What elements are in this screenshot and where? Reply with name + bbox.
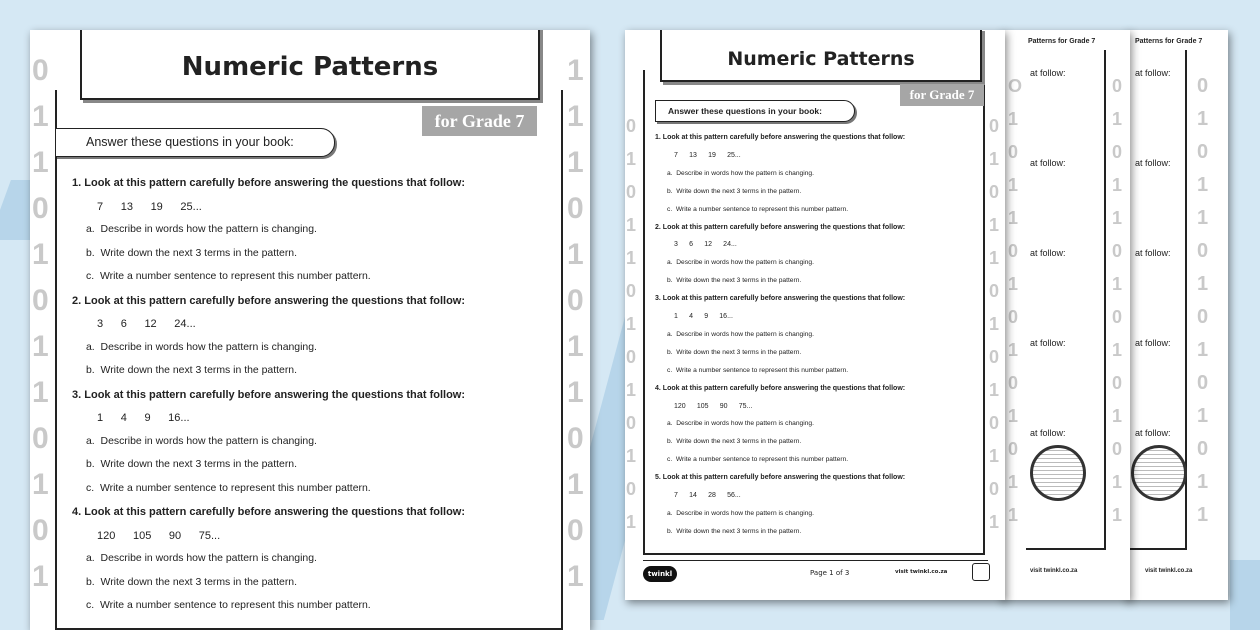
header-text: Patterns for Grade 7 — [1135, 38, 1203, 45]
sequence-term: 13 — [689, 151, 697, 159]
sub-text: Write down the next 3 terms in the pattern. — [676, 277, 802, 285]
sub-question-b — [86, 365, 297, 376]
number-sequence — [674, 492, 752, 499]
sub-letter: a. — [667, 169, 673, 177]
number-sequence — [97, 412, 207, 424]
sub-letter: a. — [86, 553, 95, 564]
sub-question-b — [86, 577, 297, 588]
sequence-term: 24... — [723, 241, 737, 249]
sub-text: Describe in words how the pattern is changing. — [676, 259, 814, 267]
sub-text: Describe in words how the pattern is changing. — [676, 509, 814, 517]
binary-border-right: 1 1 1 0 1 0 1 1 0 1 0 1 — [567, 54, 584, 593]
question-text: Look at this pattern carefully before answering the questions that follow: — [662, 134, 906, 141]
sequence-term: 4 — [120, 412, 127, 424]
question-prompt — [72, 506, 465, 518]
sequence-term: 16... — [719, 313, 733, 320]
sequence-term: 105 — [132, 529, 152, 542]
question-prompt — [655, 134, 905, 141]
question-fragment: at follow: — [1030, 158, 1066, 168]
sub-letter: b. — [86, 365, 95, 376]
question-prompt — [655, 224, 905, 231]
sub-question-b — [86, 459, 297, 470]
back-worksheet-page-3 — [1125, 30, 1228, 600]
background-shape — [1230, 560, 1260, 630]
sub-text: Describe in words how the pattern is changing. — [100, 341, 317, 353]
sub-question-b — [667, 277, 801, 284]
sub-question-a — [86, 342, 317, 353]
binary-border-right: 0 1 0 1 1 0 1 0 1 0 1 0 1 — [989, 116, 1000, 532]
sequence-term: 6 — [689, 241, 693, 249]
sequence-term: 9 — [704, 313, 709, 320]
sequence-term: 9 — [144, 412, 151, 424]
sequence-term: 1 — [674, 313, 678, 320]
content-frame — [55, 90, 563, 630]
question-text: Look at this pattern carefully before answering the questions that follow: — [662, 295, 906, 303]
sequence-term: 90 — [168, 529, 182, 542]
question-text: Look at this pattern carefully before answering the questions that follow: — [84, 294, 466, 307]
sub-letter: b. — [86, 247, 95, 259]
number-sequence — [97, 201, 219, 213]
sub-text: Write down the next 3 terms in the pattern. — [100, 459, 298, 470]
question-fragment: at follow: — [1135, 158, 1171, 168]
sequence-term: 12 — [144, 318, 157, 330]
binary-border: 0 1 0 1 1 0 1 0 1 0 1 0 1 1 — [1112, 76, 1123, 525]
sub-question-c — [667, 456, 848, 463]
sub-text: Write a number sentence to represent this number pattern. — [99, 482, 371, 494]
sub-letter: a. — [667, 420, 673, 428]
sequence-term: 3 — [97, 318, 104, 330]
sequence-term: 90 — [719, 402, 728, 410]
sub-letter: c. — [667, 366, 673, 374]
sub-question-a — [667, 420, 814, 427]
magnifier-image — [1030, 445, 1086, 501]
question-fragment: at follow: — [1135, 428, 1171, 438]
worksheet-page-large — [30, 30, 590, 630]
question-fragment: at follow: — [1135, 248, 1171, 258]
question-prompt — [655, 474, 905, 481]
question-fragment: at follow: — [1135, 338, 1171, 348]
back-worksheet-page-2 — [1000, 30, 1130, 600]
magnifier-image — [1131, 445, 1187, 501]
sub-letter: b. — [667, 438, 673, 446]
sub-text: Describe in words how the pattern is changing. — [100, 435, 317, 447]
sequence-term: 13 — [120, 200, 133, 213]
sub-letter: a. — [86, 224, 95, 235]
question-text: Look at this pattern carefully before answering the questions that follow: — [84, 388, 466, 401]
sub-text: Write a number sentence to represent this number pattern. — [675, 205, 849, 213]
footer-divider — [643, 560, 988, 561]
question-fragment: at follow: — [1135, 68, 1171, 78]
sequence-term: 12 — [704, 241, 712, 249]
sub-letter: c. — [86, 271, 95, 282]
question-fragment: at follow: — [1030, 248, 1066, 258]
sub-letter: c. — [667, 456, 673, 464]
sequence-term: 14 — [689, 492, 697, 499]
grade-tag: for Grade 7 — [422, 106, 537, 136]
question-fragment: at follow: — [1030, 338, 1066, 348]
question-fragment: at follow: — [1030, 428, 1066, 438]
twinkl-logo: twinkl — [643, 566, 677, 582]
sequence-term: 28 — [708, 492, 716, 499]
sub-text: Describe in words how the pattern is changing. — [100, 553, 317, 564]
sub-question-c — [86, 600, 371, 611]
sequence-term: 19 — [150, 200, 163, 213]
binary-border-left: 0 1 1 0 1 0 1 1 0 1 0 1 — [32, 54, 49, 593]
sub-question-a — [86, 436, 317, 447]
sub-text: Describe in words how the pattern is changing. — [676, 420, 814, 428]
question-prompt — [655, 385, 905, 392]
sub-text: Write down the next 3 terms in the pattern. — [676, 438, 802, 446]
sub-letter: c. — [667, 205, 673, 213]
sub-letter: b. — [667, 277, 673, 285]
question-number: 5. — [655, 474, 661, 482]
sequence-term: 120 — [674, 402, 686, 410]
sequence-term: 25... — [727, 151, 741, 159]
sub-letter: b. — [667, 527, 673, 535]
question-number: 3. — [655, 295, 661, 303]
page-title: Numeric Patterns — [80, 30, 540, 100]
question-number: 2. — [72, 294, 82, 307]
number-sequence — [97, 318, 213, 330]
footer-site: visit twinkl.co.za — [1030, 568, 1078, 574]
question-text: Look at this pattern carefully before answering the questions that follow: — [84, 506, 466, 518]
sub-question-b — [86, 248, 297, 259]
sub-text: Describe in words how the pattern is changing. — [676, 169, 814, 177]
number-sequence — [674, 313, 744, 320]
question-number: 2. — [655, 223, 661, 231]
instruction-pill: Answer these questions in your book: — [655, 100, 855, 122]
sub-letter: b. — [86, 459, 95, 470]
question-text: Look at this pattern carefully before answering the questions that follow: — [662, 384, 906, 392]
sub-question-a — [667, 510, 814, 517]
number-sequence — [674, 241, 748, 248]
question-number: 3. — [72, 388, 82, 401]
sub-text: Write down the next 3 terms in the pattern. — [100, 576, 298, 588]
question-number: 4. — [72, 506, 82, 518]
sub-text: Write down the next 3 terms in the pattern. — [676, 348, 802, 356]
header-text: Patterns for Grade 7 — [1028, 38, 1096, 45]
sequence-term: 19 — [708, 151, 716, 159]
sub-question-b — [667, 349, 801, 356]
sub-question-c — [86, 271, 371, 282]
sub-question-b — [667, 188, 801, 195]
sequence-term: 24... — [174, 318, 196, 330]
question-text: Look at this pattern carefully before answering the questions that follow: — [84, 177, 466, 189]
binary-border: O 1 0 1 1 0 1 0 1 0 1 0 1 1 — [1008, 76, 1023, 525]
sub-question-c — [86, 483, 371, 494]
sequence-term: 4 — [689, 313, 693, 320]
sequence-term: 120 — [97, 529, 116, 542]
question-prompt — [72, 177, 465, 189]
sub-text: Write down the next 3 terms in the pattern. — [676, 527, 802, 535]
sub-text: Describe in words how the pattern is changing. — [676, 330, 814, 338]
sub-letter: a. — [667, 330, 673, 338]
sub-text: Write down the next 3 terms in the pattern. — [100, 365, 298, 376]
sequence-term: 56... — [727, 492, 741, 499]
sequence-term: 6 — [120, 318, 127, 330]
sequence-term: 105 — [696, 402, 709, 410]
sub-question-a — [86, 553, 317, 564]
question-text: Look at this pattern carefully before answering the questions that follow: — [662, 223, 906, 231]
sub-question-a — [86, 224, 317, 235]
sub-letter: b. — [667, 187, 673, 195]
sub-text: Write a number sentence to represent this number pattern. — [675, 456, 849, 464]
sub-letter: c. — [86, 482, 95, 494]
sequence-term: 1 — [97, 412, 104, 424]
sequence-term: 3 — [674, 241, 678, 249]
binary-border-left: 0 1 0 1 1 0 1 0 1 0 1 0 1 — [626, 116, 637, 532]
number-sequence — [97, 530, 238, 542]
binary-border: 0 1 0 1 1 0 1 0 1 0 1 0 1 1 — [1197, 75, 1209, 526]
sequence-term: 7 — [97, 200, 104, 213]
sub-letter: b. — [86, 576, 95, 588]
sub-letter: c. — [86, 600, 95, 611]
footer-site: visit twinkl.co.za — [895, 569, 948, 575]
sub-text: Write a number sentence to represent this number pattern. — [99, 600, 371, 611]
question-number: 4. — [655, 384, 661, 392]
sub-letter: a. — [86, 435, 95, 447]
question-fragment: at follow: — [1030, 68, 1066, 78]
sub-text: Write a number sentence to represent this number pattern. — [99, 271, 371, 282]
number-sequence — [674, 403, 764, 410]
sub-question-a — [667, 170, 814, 177]
sub-text: Write down the next 3 terms in the pattern. — [676, 187, 802, 195]
sub-text: Write down the next 3 terms in the pattern. — [100, 247, 298, 259]
sub-question-a — [667, 259, 814, 266]
sub-question-b — [667, 528, 801, 535]
sub-question-c — [667, 367, 848, 374]
page-number: Page 1 of 3 — [810, 569, 850, 577]
question-prompt — [655, 295, 905, 302]
number-sequence — [674, 152, 752, 159]
sequence-term: 75... — [198, 529, 221, 542]
footer-site: visit twinkl.co.za — [1145, 568, 1193, 574]
sub-letter: a. — [667, 509, 673, 517]
sub-question-c — [667, 206, 848, 213]
sub-letter: a. — [667, 259, 673, 267]
grade-tag: for Grade 7 — [900, 84, 984, 106]
sequence-term: 16... — [168, 412, 190, 424]
question-text: Look at this pattern carefully before answering the questions that follow: — [662, 474, 906, 482]
sub-question-b — [667, 438, 801, 445]
sub-question-a — [667, 331, 814, 338]
page-title: Numeric Patterns — [660, 30, 982, 82]
question-number: 1. — [72, 177, 82, 189]
worksheet-page-small — [625, 30, 1005, 600]
sequence-term: 75... — [738, 402, 753, 410]
question-number: 1. — [655, 134, 661, 141]
sequence-term: 7 — [674, 151, 678, 159]
instruction-pill: Answer these questions in your book: — [55, 128, 335, 157]
sub-text: Describe in words how the pattern is changing. — [100, 224, 317, 235]
sequence-term: 7 — [674, 492, 678, 499]
question-prompt — [72, 389, 465, 401]
quality-badge-icon — [972, 563, 990, 581]
sub-letter: b. — [667, 348, 673, 356]
sequence-term: 25... — [180, 200, 202, 213]
sub-text: Write a number sentence to represent this number pattern. — [675, 366, 849, 374]
question-prompt — [72, 295, 465, 307]
sub-letter: a. — [86, 341, 95, 353]
